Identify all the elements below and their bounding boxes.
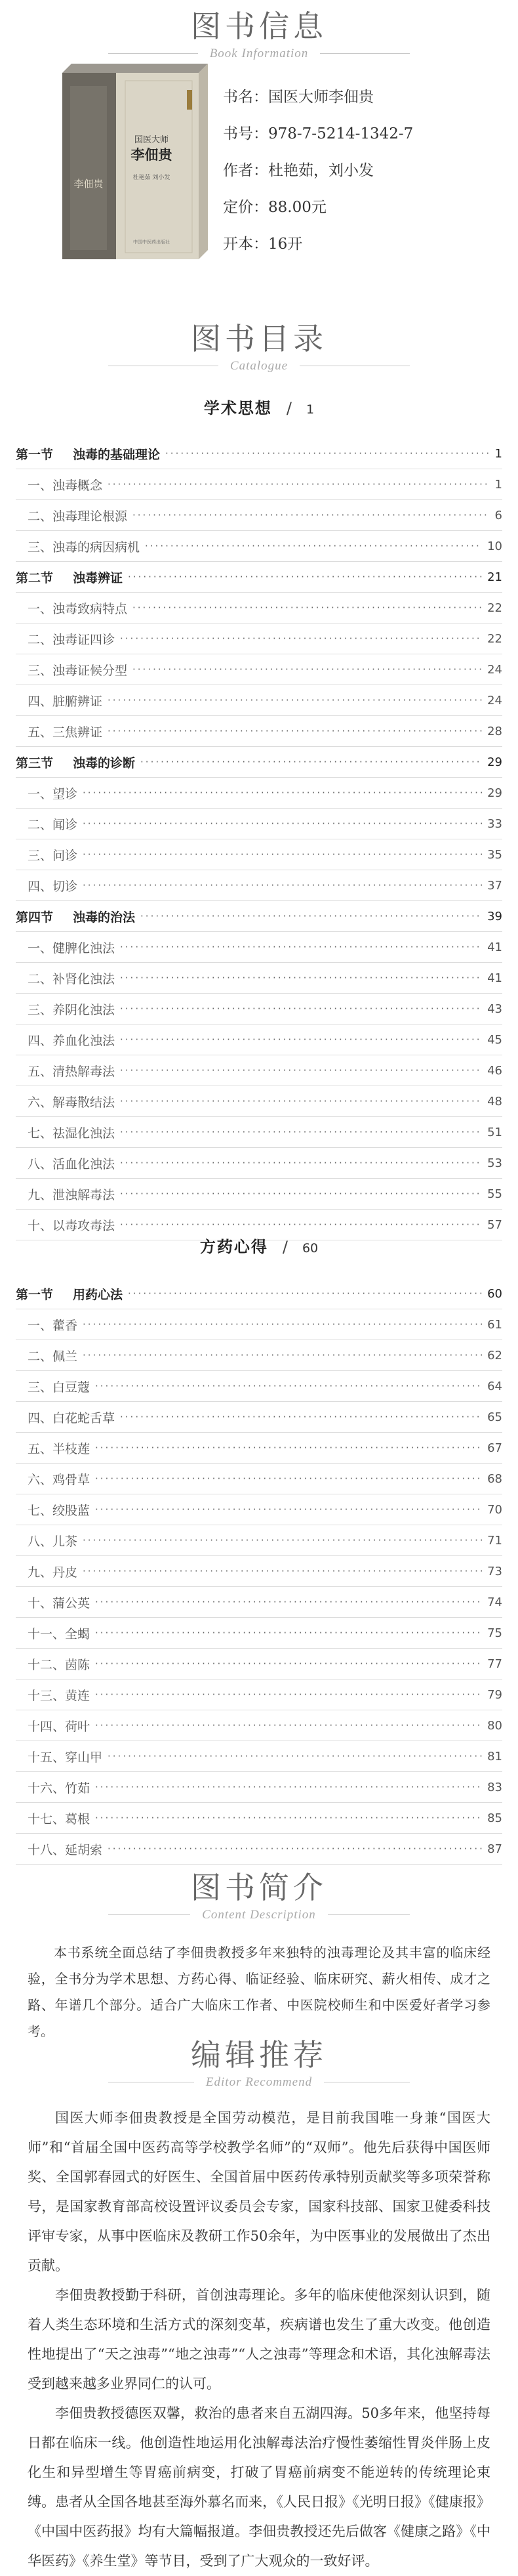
part-name: 学术思想 bbox=[203, 399, 272, 417]
toc-page-number: 51 bbox=[487, 1125, 502, 1139]
toc-entry-label: 四、切诊 bbox=[28, 879, 78, 894]
toc-page-number: 67 bbox=[487, 1441, 502, 1455]
toc-entry-label: 九、泄浊解毒法 bbox=[28, 1187, 115, 1202]
toc-entry-label: 七、绞股蓝 bbox=[28, 1503, 90, 1518]
toc-entry-row bbox=[16, 1309, 502, 1340]
toc-page-number: 68 bbox=[487, 1471, 502, 1486]
cover-author-name: 李佃贵 bbox=[130, 146, 172, 163]
toc-page-number: 74 bbox=[487, 1595, 502, 1609]
dot-leader bbox=[83, 1565, 482, 1577]
toc-page-number: 87 bbox=[487, 1842, 502, 1856]
intro-subtitle: Content Description bbox=[190, 1907, 328, 1923]
intro-header bbox=[0, 1870, 518, 1923]
toc-list-part2 bbox=[16, 1278, 502, 1865]
toc-entry-row bbox=[16, 1117, 502, 1148]
format-value: 16开 bbox=[268, 236, 303, 253]
toc-entry-row bbox=[16, 1525, 502, 1556]
spine-title: 李佃贵 bbox=[73, 178, 104, 190]
toc-entry-label: 一、浊毒概念 bbox=[28, 478, 103, 493]
toc-page-number: 1 bbox=[494, 477, 502, 492]
dot-leader bbox=[120, 1411, 482, 1423]
dot-leader bbox=[120, 1157, 482, 1169]
recommend-header bbox=[0, 2038, 518, 2090]
toc-entry-row bbox=[16, 654, 502, 685]
toc-entry-row bbox=[16, 809, 502, 839]
toc-entry-row bbox=[16, 839, 502, 870]
toc-page-number: 24 bbox=[487, 662, 502, 677]
toc-entry-label: 七、祛湿化浊法 bbox=[28, 1126, 115, 1141]
toc-page-number: 28 bbox=[487, 724, 502, 738]
toc-page-number: 77 bbox=[487, 1657, 502, 1671]
toc-entry-row bbox=[16, 1402, 502, 1433]
toc-entry-label: 三、养阴化浊法 bbox=[28, 1002, 115, 1017]
part-name: 方药心得 bbox=[199, 1238, 268, 1256]
cover-publisher: 中国中医药出版社 bbox=[133, 240, 170, 245]
dot-leader bbox=[120, 1126, 482, 1138]
toc-section-row bbox=[16, 438, 502, 469]
toc-entry-label: 十、蒲公英 bbox=[28, 1595, 90, 1611]
toc-page-number: 39 bbox=[487, 909, 502, 923]
dot-leader bbox=[83, 818, 482, 830]
toc-entry-label: 十一、全蝎 bbox=[28, 1626, 90, 1641]
toc-entry-label: 六、鸡骨草 bbox=[28, 1472, 90, 1487]
toc-entry-row bbox=[16, 1649, 502, 1679]
toc-entry-label: 三、白豆蔻 bbox=[28, 1380, 90, 1395]
dot-leader bbox=[132, 664, 482, 675]
toc-entry-label: 五、半枝莲 bbox=[28, 1441, 90, 1456]
toc-section-label bbox=[16, 753, 135, 771]
info-label: 定价： bbox=[223, 199, 268, 216]
dot-leader bbox=[83, 879, 482, 891]
recommend-body bbox=[0, 2103, 518, 2576]
toc-entry-row bbox=[16, 1710, 502, 1741]
toc-entry-label: 四、脏腑辨证 bbox=[28, 694, 103, 709]
dot-leader bbox=[95, 1473, 482, 1485]
toc-page-number: 85 bbox=[487, 1811, 502, 1825]
toc-section-row bbox=[16, 747, 502, 778]
book-info-title: 图书信息 bbox=[191, 9, 327, 44]
toc-page-number: 41 bbox=[487, 971, 502, 985]
toc-page-number: 79 bbox=[487, 1687, 502, 1702]
toc-entry-label: 一、望诊 bbox=[28, 786, 78, 801]
dot-leader bbox=[108, 1843, 482, 1855]
toc-entry-row bbox=[16, 1179, 502, 1210]
toc-entry-label: 八、儿茶 bbox=[28, 1534, 78, 1549]
toc-entry-row bbox=[16, 1618, 502, 1649]
toc-entry-label: 四、养血化浊法 bbox=[28, 1033, 115, 1048]
toc-page-number: 80 bbox=[487, 1718, 502, 1733]
dot-leader bbox=[95, 1812, 482, 1824]
toc-entry-label: 三、浊毒的病因病机 bbox=[28, 539, 140, 555]
dot-leader bbox=[128, 571, 482, 583]
dot-leader bbox=[95, 1781, 482, 1793]
toc-entry-label: 十三、黄连 bbox=[28, 1688, 90, 1703]
toc-page-number: 45 bbox=[487, 1032, 502, 1047]
dot-leader bbox=[83, 787, 482, 799]
toc-section-number: 第三节 bbox=[16, 755, 54, 771]
toc-entry-row bbox=[16, 685, 502, 716]
toc-entry-row bbox=[16, 531, 502, 562]
dot-leader bbox=[95, 1504, 482, 1515]
toc-page-number: 64 bbox=[487, 1379, 502, 1393]
toc-entry-row bbox=[16, 623, 502, 654]
dot-leader bbox=[83, 849, 482, 860]
info-row-price bbox=[223, 189, 413, 226]
dot-leader bbox=[120, 633, 482, 644]
toc-entry-row bbox=[16, 1464, 502, 1494]
toc-entry-row bbox=[16, 1679, 502, 1710]
info-row-author bbox=[223, 152, 413, 189]
dot-leader bbox=[120, 941, 482, 953]
part-slash: / bbox=[286, 399, 292, 417]
toc-page-number: 53 bbox=[487, 1156, 502, 1170]
toc-entry-label: 一、浊毒致病特点 bbox=[28, 601, 128, 616]
toc-page-number: 21 bbox=[487, 570, 502, 584]
book-cover-image bbox=[62, 62, 208, 259]
toc-section-number: 第二节 bbox=[16, 570, 54, 585]
toc-entry-label: 三、问诊 bbox=[28, 848, 78, 863]
toc-entry-row bbox=[16, 469, 502, 500]
toc-section-name: 浊毒的治法 bbox=[73, 910, 136, 925]
toc-page-number: 83 bbox=[487, 1780, 502, 1794]
info-label: 开本： bbox=[223, 236, 268, 253]
toc-entry-row bbox=[16, 963, 502, 994]
part-page: 60 bbox=[302, 1241, 319, 1256]
catalogue-subtitle: Catalogue bbox=[218, 358, 300, 374]
toc-page-number: 81 bbox=[487, 1749, 502, 1763]
price-value: 88.00元 bbox=[268, 199, 327, 216]
toc-section-row bbox=[16, 562, 502, 593]
toc-section-name: 浊毒的基础理论 bbox=[73, 447, 161, 462]
toc-section-name: 浊毒辨证 bbox=[73, 570, 123, 585]
toc-entry-row bbox=[16, 716, 502, 747]
toc-page-number: 41 bbox=[487, 940, 502, 954]
toc-entry-label: 九、丹皮 bbox=[28, 1565, 78, 1580]
book-title-value: 国医大师李佃贵 bbox=[268, 89, 374, 106]
dot-leader bbox=[83, 1349, 482, 1361]
toc-section-number: 第一节 bbox=[16, 447, 54, 462]
toc-entry-row bbox=[16, 1086, 502, 1117]
isbn-value: 978-7-5214-1342-7 bbox=[268, 125, 414, 142]
part-heading-2 bbox=[0, 1234, 518, 1257]
part-page: 1 bbox=[306, 402, 315, 417]
info-row-isbn bbox=[223, 116, 413, 152]
dot-leader bbox=[120, 1003, 482, 1015]
toc-page-number: 65 bbox=[487, 1410, 502, 1424]
dot-leader bbox=[120, 1034, 482, 1045]
toc-entry-row bbox=[16, 1587, 502, 1618]
toc-entry-row bbox=[16, 870, 502, 901]
dot-leader bbox=[95, 1627, 482, 1639]
toc-entry-label: 三、浊毒证候分型 bbox=[28, 663, 128, 678]
toc-entry-label: 一、藿香 bbox=[28, 1318, 78, 1333]
toc-list-part1 bbox=[16, 438, 502, 1240]
dot-leader bbox=[140, 910, 482, 922]
book-info-header bbox=[0, 9, 518, 62]
catalogue-title: 图书目录 bbox=[191, 321, 327, 356]
toc-entry-row bbox=[16, 1371, 502, 1402]
toc-entry-row bbox=[16, 778, 502, 809]
toc-entry-row bbox=[16, 1741, 502, 1772]
toc-page-number: 29 bbox=[487, 786, 502, 800]
toc-page-number: 71 bbox=[487, 1533, 502, 1548]
info-row-format bbox=[223, 226, 413, 263]
toc-section-label bbox=[16, 1285, 123, 1303]
info-row-title bbox=[223, 79, 413, 116]
dot-leader bbox=[108, 725, 482, 737]
toc-page-number: 75 bbox=[487, 1626, 502, 1640]
toc-page-number: 73 bbox=[487, 1564, 502, 1578]
toc-section-name: 用药心法 bbox=[73, 1287, 123, 1302]
toc-section-number: 第一节 bbox=[16, 1287, 54, 1302]
toc-entry-row bbox=[16, 1803, 502, 1834]
dot-leader bbox=[83, 1534, 482, 1546]
toc-section-label bbox=[16, 568, 123, 586]
dot-leader bbox=[95, 1596, 482, 1608]
dot-leader bbox=[145, 540, 482, 552]
intro-text: 本书系统全面总结了李佃贵教授多年来独特的浊毒理论及其丰富的临床经验，全书分为学术思想、方药心得、临证经验、临床研究、薪火相传、成才之路、年谱几个部分。适合广大临床工作者、中医院校师生和中医爱好者学习参考。 bbox=[28, 1945, 490, 2039]
cover-small-text: 杜艳茹 刘小发 bbox=[132, 175, 170, 181]
recommend-title: 编辑推荐 bbox=[191, 2037, 327, 2073]
toc-page-number: 48 bbox=[487, 1094, 502, 1109]
info-label: 作者： bbox=[223, 162, 268, 179]
book-info-fields bbox=[223, 79, 413, 263]
author-value: 杜艳茹，刘小发 bbox=[268, 162, 374, 179]
toc-page-number: 55 bbox=[487, 1187, 502, 1201]
toc-entry-row bbox=[16, 1433, 502, 1464]
toc-entry-row bbox=[16, 1148, 502, 1179]
recommend-paragraph-2: 李佃贵教授勤于科研，首创浊毒理论。多年的临床使他深刻认识到，随着人类生态环境和生活方式的深刻变革，疾病谱也发生了重大改变。他创造性地提出了“天之浊毒”“地之浊毒”“人之浊毒”等理念和术语，其化浊解毒法受到越来越多业界同仁的认可。 bbox=[28, 2287, 490, 2392]
toc-entry-row bbox=[16, 500, 502, 531]
toc-entry-label: 一、健脾化浊法 bbox=[28, 940, 115, 956]
toc-entry-row bbox=[16, 994, 502, 1024]
toc-entry-label: 十四、荷叶 bbox=[28, 1719, 90, 1734]
toc-entry-row bbox=[16, 1772, 502, 1803]
dot-leader bbox=[108, 478, 490, 490]
toc-entry-label: 二、浊毒理论根源 bbox=[28, 509, 128, 524]
dot-leader bbox=[140, 756, 482, 768]
toc-entry-label: 五、清热解毒法 bbox=[28, 1064, 115, 1079]
toc-page-number: 70 bbox=[487, 1502, 502, 1517]
toc-entry-label: 二、佩兰 bbox=[28, 1349, 78, 1364]
toc-page-number: 10 bbox=[487, 539, 502, 553]
dot-leader bbox=[95, 1658, 482, 1670]
recommend-paragraph-3: 李佃贵教授德医双馨，救治的患者来自五湖四海。50多年来，他坚持每日都在临床一线。他创造性地运用化浊解毒法治疗慢性萎缩性胃炎伴肠上皮化生和异型增生等胃癌前病变，打破了胃癌前病变不能逆转的传统理论束缚。患者从全国各地甚至海外慕名而来，《人民日报》《光明日报》《健康报》《中国中医药报》均有大篇幅报道。李佃贵教授还先后做客《健康之路》《中华医药》《养生堂》等节目，受到了广大观众的一致好评。 bbox=[28, 2405, 490, 2569]
toc-page-number: 1 bbox=[494, 446, 502, 461]
toc-page-number: 24 bbox=[487, 693, 502, 707]
toc-entry-label: 五、三焦辨证 bbox=[28, 725, 103, 740]
dot-leader bbox=[120, 1065, 482, 1076]
toc-entry-row bbox=[16, 1024, 502, 1055]
toc-entry-label: 十八、延胡索 bbox=[28, 1842, 103, 1857]
toc-entry-label: 二、闻诊 bbox=[28, 817, 78, 832]
toc-page-number: 6 bbox=[494, 508, 502, 522]
dot-leader bbox=[95, 1720, 482, 1731]
part-slash: / bbox=[282, 1238, 288, 1256]
toc-entry-label: 十六、竹茹 bbox=[28, 1781, 90, 1796]
recommend-paragraph-1: 国医大师李佃贵教授是全国劳动模范，是目前我国唯一身兼“国医大师”和“首届全国中医药高等学校教学名师”的“双师”。他先后获得中国医师奖、全国郭春园式的好医生、全国首届中医药传承特别贡献奖等多项荣誉称号，是国家教育部高校设置评议委员会专家，国家科技部、国家卫健委科技评审专家，从事中医临床及教研工作50余年，为中医事业的发展做出了杰出贡献。 bbox=[28, 2110, 490, 2273]
toc-entry-row bbox=[16, 1834, 502, 1865]
toc-page-number: 61 bbox=[487, 1317, 502, 1332]
toc-page-number: 37 bbox=[487, 878, 502, 893]
toc-entry-label: 十、以毒攻毒法 bbox=[28, 1218, 115, 1233]
toc-page-number: 33 bbox=[487, 816, 502, 831]
toc-entry-row bbox=[16, 932, 502, 963]
toc-entry-label: 八、活血化浊法 bbox=[28, 1156, 115, 1172]
toc-page-number: 29 bbox=[487, 755, 502, 769]
toc-entry-row bbox=[16, 1494, 502, 1525]
toc-page-number: 60 bbox=[487, 1286, 502, 1301]
dot-leader bbox=[108, 1750, 482, 1762]
book-info-subtitle: Book Information bbox=[198, 46, 321, 62]
cover-series: 国医大师 bbox=[134, 135, 169, 145]
part-heading-1 bbox=[0, 395, 518, 418]
toc-entry-row bbox=[16, 593, 502, 623]
dot-leader bbox=[128, 1288, 482, 1299]
toc-entry-label: 二、补肾化浊法 bbox=[28, 971, 115, 986]
info-label: 书名： bbox=[223, 89, 268, 106]
toc-entry-row bbox=[16, 1340, 502, 1371]
toc-section-row bbox=[16, 1278, 502, 1309]
dot-leader bbox=[120, 972, 482, 984]
dot-leader bbox=[165, 448, 490, 459]
catalogue-header bbox=[0, 322, 518, 374]
recommend-subtitle: Editor Recommend bbox=[194, 2075, 324, 2090]
toc-entry-label: 十五、穿山甲 bbox=[28, 1750, 103, 1765]
info-label: 书号： bbox=[223, 125, 268, 142]
dot-leader bbox=[120, 1219, 482, 1231]
toc-page-number: 22 bbox=[487, 631, 502, 646]
toc-entry-label: 十二、茵陈 bbox=[28, 1657, 90, 1672]
dot-leader bbox=[95, 1442, 482, 1454]
dot-leader bbox=[83, 1319, 482, 1330]
dot-leader bbox=[120, 1095, 482, 1107]
toc-page-number: 35 bbox=[487, 847, 502, 862]
toc-section-label bbox=[16, 908, 135, 925]
dot-leader bbox=[95, 1380, 482, 1392]
toc-entry-label: 十七、葛根 bbox=[28, 1811, 90, 1826]
dot-leader bbox=[108, 694, 482, 706]
toc-section-label bbox=[16, 445, 160, 463]
toc-page-number: 57 bbox=[487, 1217, 502, 1232]
toc-page-number: 62 bbox=[487, 1348, 502, 1362]
dot-leader bbox=[120, 1188, 482, 1200]
dot-leader bbox=[132, 602, 482, 614]
dot-leader bbox=[132, 509, 490, 521]
dot-leader bbox=[95, 1689, 482, 1700]
toc-section-row bbox=[16, 901, 502, 932]
intro-title: 图书简介 bbox=[191, 1870, 327, 1905]
toc-entry-label: 二、浊毒证四诊 bbox=[28, 632, 115, 647]
toc-entry-label: 六、解毒散结法 bbox=[28, 1095, 115, 1110]
toc-entry-row bbox=[16, 1055, 502, 1086]
toc-section-name: 浊毒的诊断 bbox=[73, 755, 136, 771]
toc-page-number: 46 bbox=[487, 1063, 502, 1078]
toc-page-number: 43 bbox=[487, 1002, 502, 1016]
toc-entry-label: 四、白花蛇舌草 bbox=[28, 1410, 115, 1425]
toc-section-number: 第四节 bbox=[16, 910, 54, 925]
toc-page-number: 22 bbox=[487, 601, 502, 615]
toc-entry-row bbox=[16, 1556, 502, 1587]
